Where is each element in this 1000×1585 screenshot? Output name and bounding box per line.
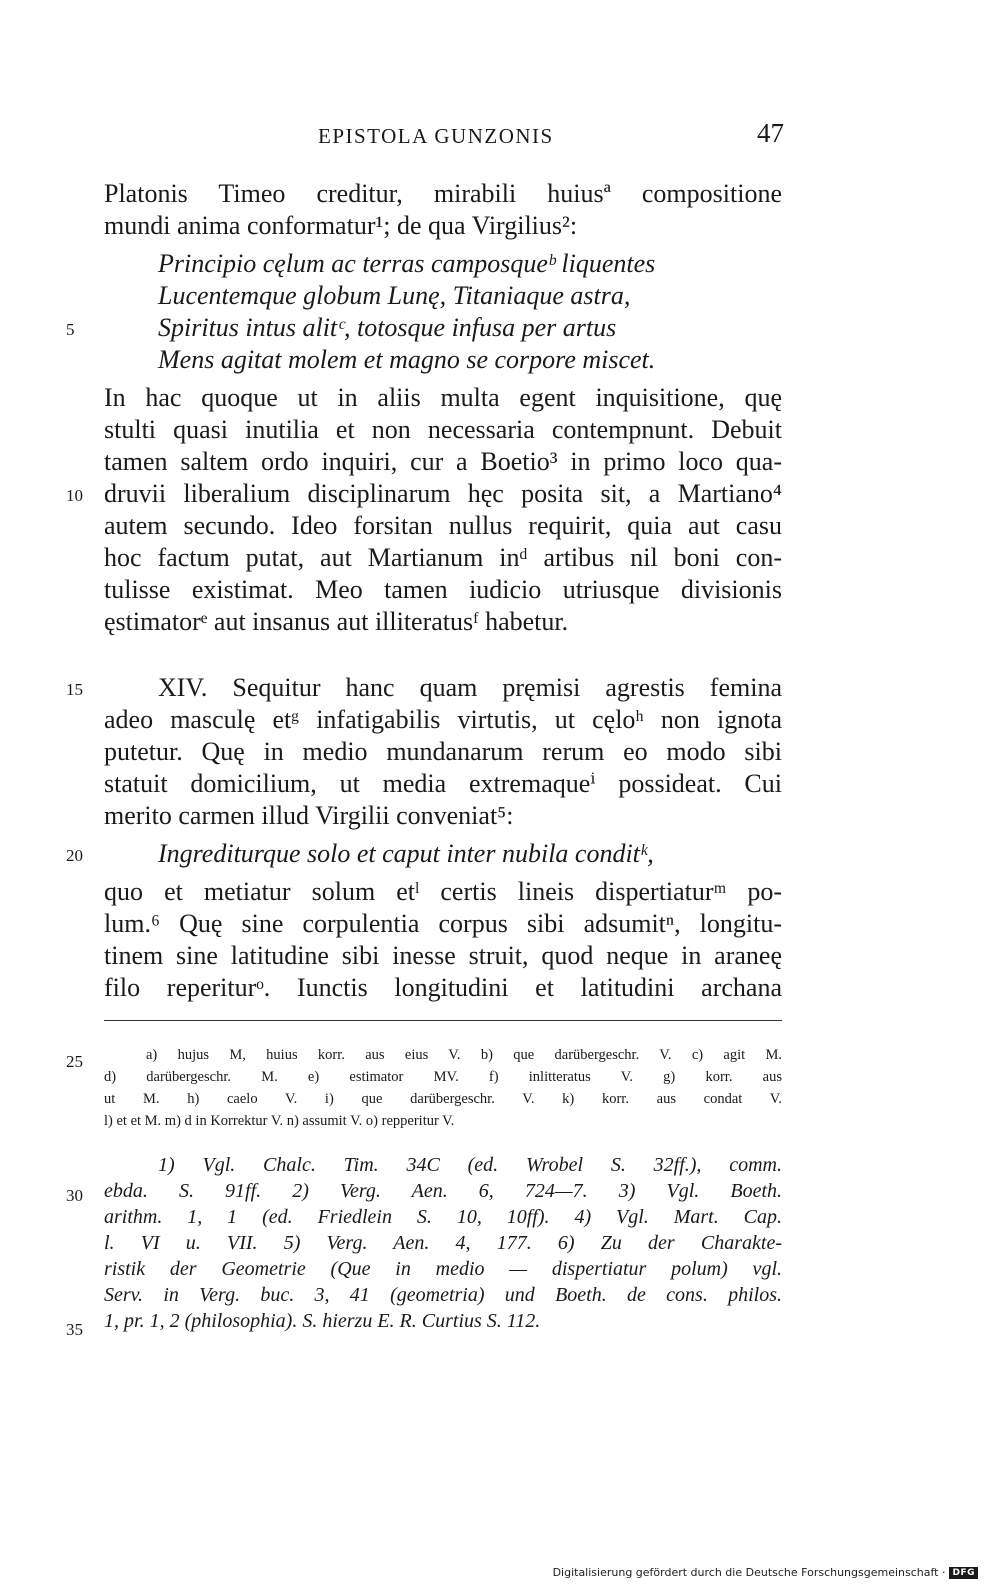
apparatus-line: ut M. h) caelo V. i) que darübergeschr. V. k) korr. aus condat V. <box>104 1091 782 1107</box>
apparatus-divider <box>104 1020 782 1021</box>
running-title: EPISTOLA GUNZONIS <box>318 124 554 148</box>
text-line: stulti quasi inutilia et non necessaria contempnunt. Debuit <box>104 415 782 444</box>
text-line: statuit domicilium, ut media extremaqueⁱ possideat. Cui <box>104 769 782 798</box>
text-line: tamen saltem ordo inquiri, cur a Boetio³ in primo loco qua- <box>104 447 782 476</box>
line-number: 15 <box>66 680 83 699</box>
text-line: merito carmen illud Virgilii conveniat⁵: <box>104 801 514 830</box>
verse-line: Lucentemque globum Lunę, Titaniaque astra, <box>158 281 631 310</box>
footnote-line: Serv. in Verg. buc. 3, 41 (geometria) und Boeth. de cons. philos. <box>104 1284 782 1306</box>
text-line: druvii liberalium disciplinarum hęc posita sit, a Martiano⁴ <box>104 479 782 508</box>
apparatus-line: l) et et M. m) d in Korrektur V. n) assumit V. o) repperitur V. <box>104 1113 455 1129</box>
line-number: 25 <box>66 1052 83 1071</box>
text-line: hoc factum putat, aut Martianum inᵈ artibus nil boni con- <box>104 543 782 572</box>
text-line: quo et metiatur solum etˡ certis lineis dispertiaturᵐ po- <box>104 877 782 906</box>
line-number: 30 <box>66 1186 83 1205</box>
text-line: In hac quoque ut in aliis multa egent inquisitione, quę <box>104 383 782 412</box>
footnote-line: 1, pr. 1, 2 (philosophia). S. hierzu E. R. Curtius S. 112. <box>104 1310 541 1332</box>
footnote-line: arithm. 1, 1 (ed. Friedlein S. 10, 10ff). 4) Vgl. Mart. Cap. <box>104 1206 782 1228</box>
page-number: 47 <box>757 118 784 148</box>
footnote-line: ebda. S. 91ff. 2) Verg. Aen. 6, 724—7. 3) Vgl. Boeth. <box>104 1180 782 1202</box>
line-number: 10 <box>66 486 83 505</box>
credit-text: Digitalisierung gefördert durch die Deutsche Forschungsgemeinschaft · <box>552 1566 946 1579</box>
text-line: XIV. Sequitur hanc quam pręmisi agrestis femina <box>158 673 782 702</box>
verse-line: Mens agitat molem et magno se corpore miscet. <box>158 345 656 374</box>
text-line: tinem sine latitudine sibi inesse struit, quod neque in araneę <box>104 941 782 970</box>
footnote-line: l. VI u. VII. 5) Verg. Aen. 4, 177. 6) Zu der Charakte- <box>104 1232 782 1254</box>
text-line: tulisse existimat. Meo tamen iudicio utriusque divisionis <box>104 575 782 604</box>
line-number: 35 <box>66 1320 83 1339</box>
text-line: adeo masculę etᵍ infatigabilis virtutis, ut cęloʰ non ignota <box>104 705 782 734</box>
apparatus-line: a) hujus M, huius korr. aus eius V. b) que darübergeschr. V. c) agit M. <box>146 1047 782 1063</box>
text-line: ęstimatorᵉ aut insanus aut illiteratusᶠ habetur. <box>104 607 569 636</box>
text-line: Platonis Timeo creditur, mirabili huiusª compositione <box>104 179 782 208</box>
verse-line: Principio cęlum ac terras camposqueᵇ liquentes <box>158 249 656 278</box>
line-number: 20 <box>66 846 83 865</box>
text-line: lum.⁶ Quę sine corpulentia corpus sibi adsumitⁿ, longitu- <box>104 909 782 938</box>
line-number: 5 <box>66 320 75 339</box>
verse-line: Spiritus intus alitᶜ, totosque infusa per artus <box>158 313 617 342</box>
footnote-line: 1) Vgl. Chalc. Tim. 34C (ed. Wrobel S. 32ff.), comm. <box>158 1154 782 1176</box>
text-line: mundi anima conformatur¹; de qua Virgilius²: <box>104 211 578 240</box>
text-line: filo reperiturᵒ. Iunctis longitudini et latitudini archana <box>104 973 782 1002</box>
verse-line: Ingrediturque solo et caput inter nubila conditᵏ, <box>158 839 654 868</box>
footnote-line: ristik der Geometrie (Que in medio — dispertiatur polum) vgl. <box>104 1258 782 1280</box>
text-line: putetur. Quę in medio mundanarum rerum eo modo sibi <box>104 737 782 766</box>
dfg-logo-icon: DFG <box>949 1567 978 1579</box>
apparatus-line: d) darübergeschr. M. e) estimator MV. f) inlitteratus V. g) korr. aus <box>104 1069 782 1085</box>
page-header <box>104 118 784 158</box>
text-line: autem secundo. Ideo forsitan nullus requirit, quia aut casu <box>104 511 782 540</box>
digitization-credit <box>553 1566 978 1579</box>
